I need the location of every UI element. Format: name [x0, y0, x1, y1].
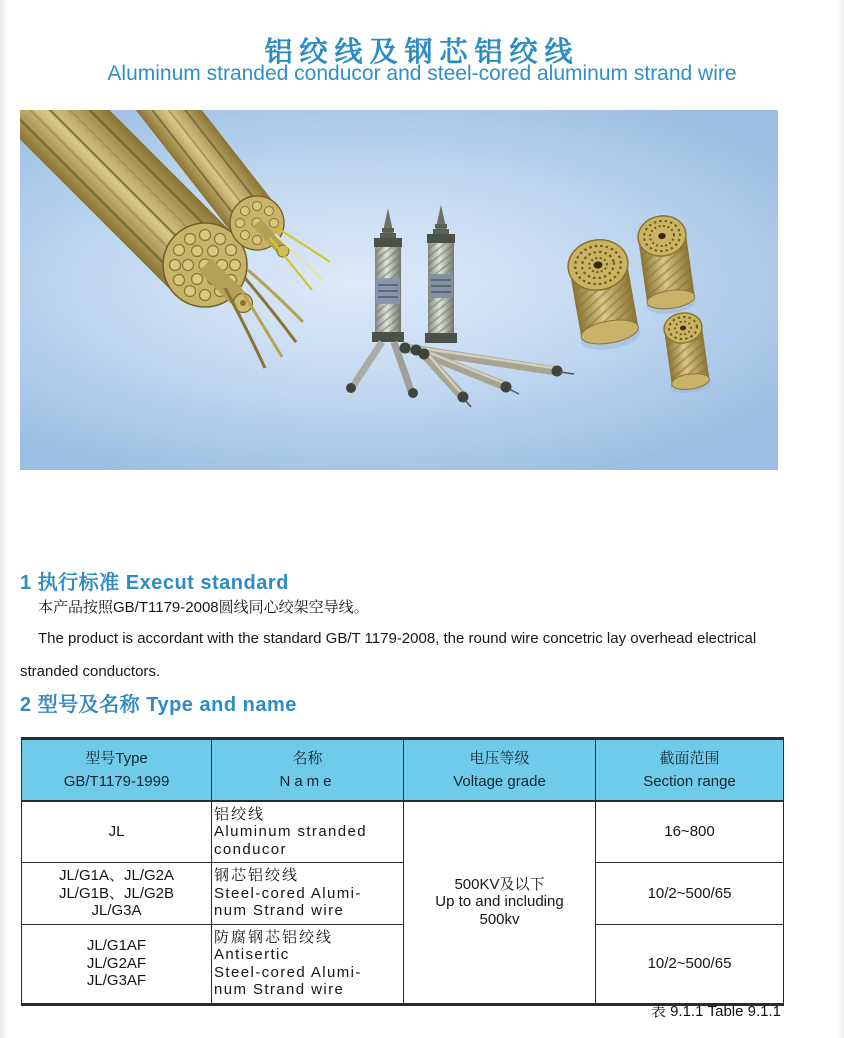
table-header-row — [22, 739, 784, 801]
cable-rod-samples — [400, 343, 575, 408]
table-row — [22, 863, 784, 925]
product-photo — [20, 110, 778, 470]
section-1-paragraph-en: The product is accordant with the standard GB/T 1179-2008, the round wire concetric lay overhead electrical stranded conductors. — [20, 630, 757, 680]
cell-name-3: 防腐钢芯铝绞线 Antisertic Steel-cored Alumi- num Strand wire — [212, 924, 404, 1004]
cell-section-range-3: 10/2~500/65 — [596, 924, 784, 1004]
page-left-edge-shadow — [0, 0, 8, 1038]
col-header-section-range: 截面范围 Section range — [596, 739, 784, 801]
cell-section-range-1: 16~800 — [596, 801, 784, 863]
cell-type-1: JL — [22, 801, 212, 863]
cable-coil-medium — [634, 213, 697, 317]
cable-coil-large — [564, 235, 642, 354]
product-photo-illustration — [20, 110, 778, 470]
section-1-paragraph-cn: 本产品按照GB/T1179-2008圆线同心绞架空导线。 — [38, 599, 369, 616]
cell-voltage-grade-merged: 500KV及以下 Up to and including 500kv — [404, 801, 596, 1005]
page-right-edge-shadow — [837, 0, 844, 1038]
table-caption: 表 9.1.1 Table 9.1.1 — [650, 1003, 781, 1020]
spec-table-wrapper — [21, 737, 783, 1006]
col-header-type: 型号Type GB/T1179-1999 — [22, 739, 212, 801]
col-header-name: 名称 Name — [212, 739, 404, 801]
cable-sample-vertical-2 — [425, 205, 457, 343]
page-title-chinese: 铝绞线及钢芯铝绞线 — [264, 36, 580, 67]
cell-section-range-2: 10/2~500/65 — [596, 863, 784, 925]
section-1-heading: 1 执行标准 Execut standard — [20, 572, 289, 594]
cell-type-3: JL/G1AF JL/G2AF JL/G3AF — [22, 924, 212, 1004]
page-title-english: Aluminum stranded conducor and steel-cored aluminum strand wire — [107, 62, 737, 85]
cable-coil-small — [660, 310, 713, 395]
spec-table — [21, 737, 784, 1006]
col-header-voltage-grade: 电压等级 Voltage grade — [404, 739, 596, 801]
cell-name-2: 钢芯铝绞线 Steel-cored Alumi- num Strand wire — [212, 863, 404, 925]
cable-sample-vertical-1 — [346, 208, 418, 398]
table-row — [22, 924, 784, 1004]
cell-type-2: JL/G1A、JL/G2A JL/G1B、JL/G2B JL/G3A — [22, 863, 212, 925]
cell-name-1: 铝绞线 Aluminum stranded conducor — [212, 801, 404, 863]
section-2-heading: 2 型号及名称 Type and name — [20, 694, 297, 716]
table-row — [22, 801, 784, 863]
